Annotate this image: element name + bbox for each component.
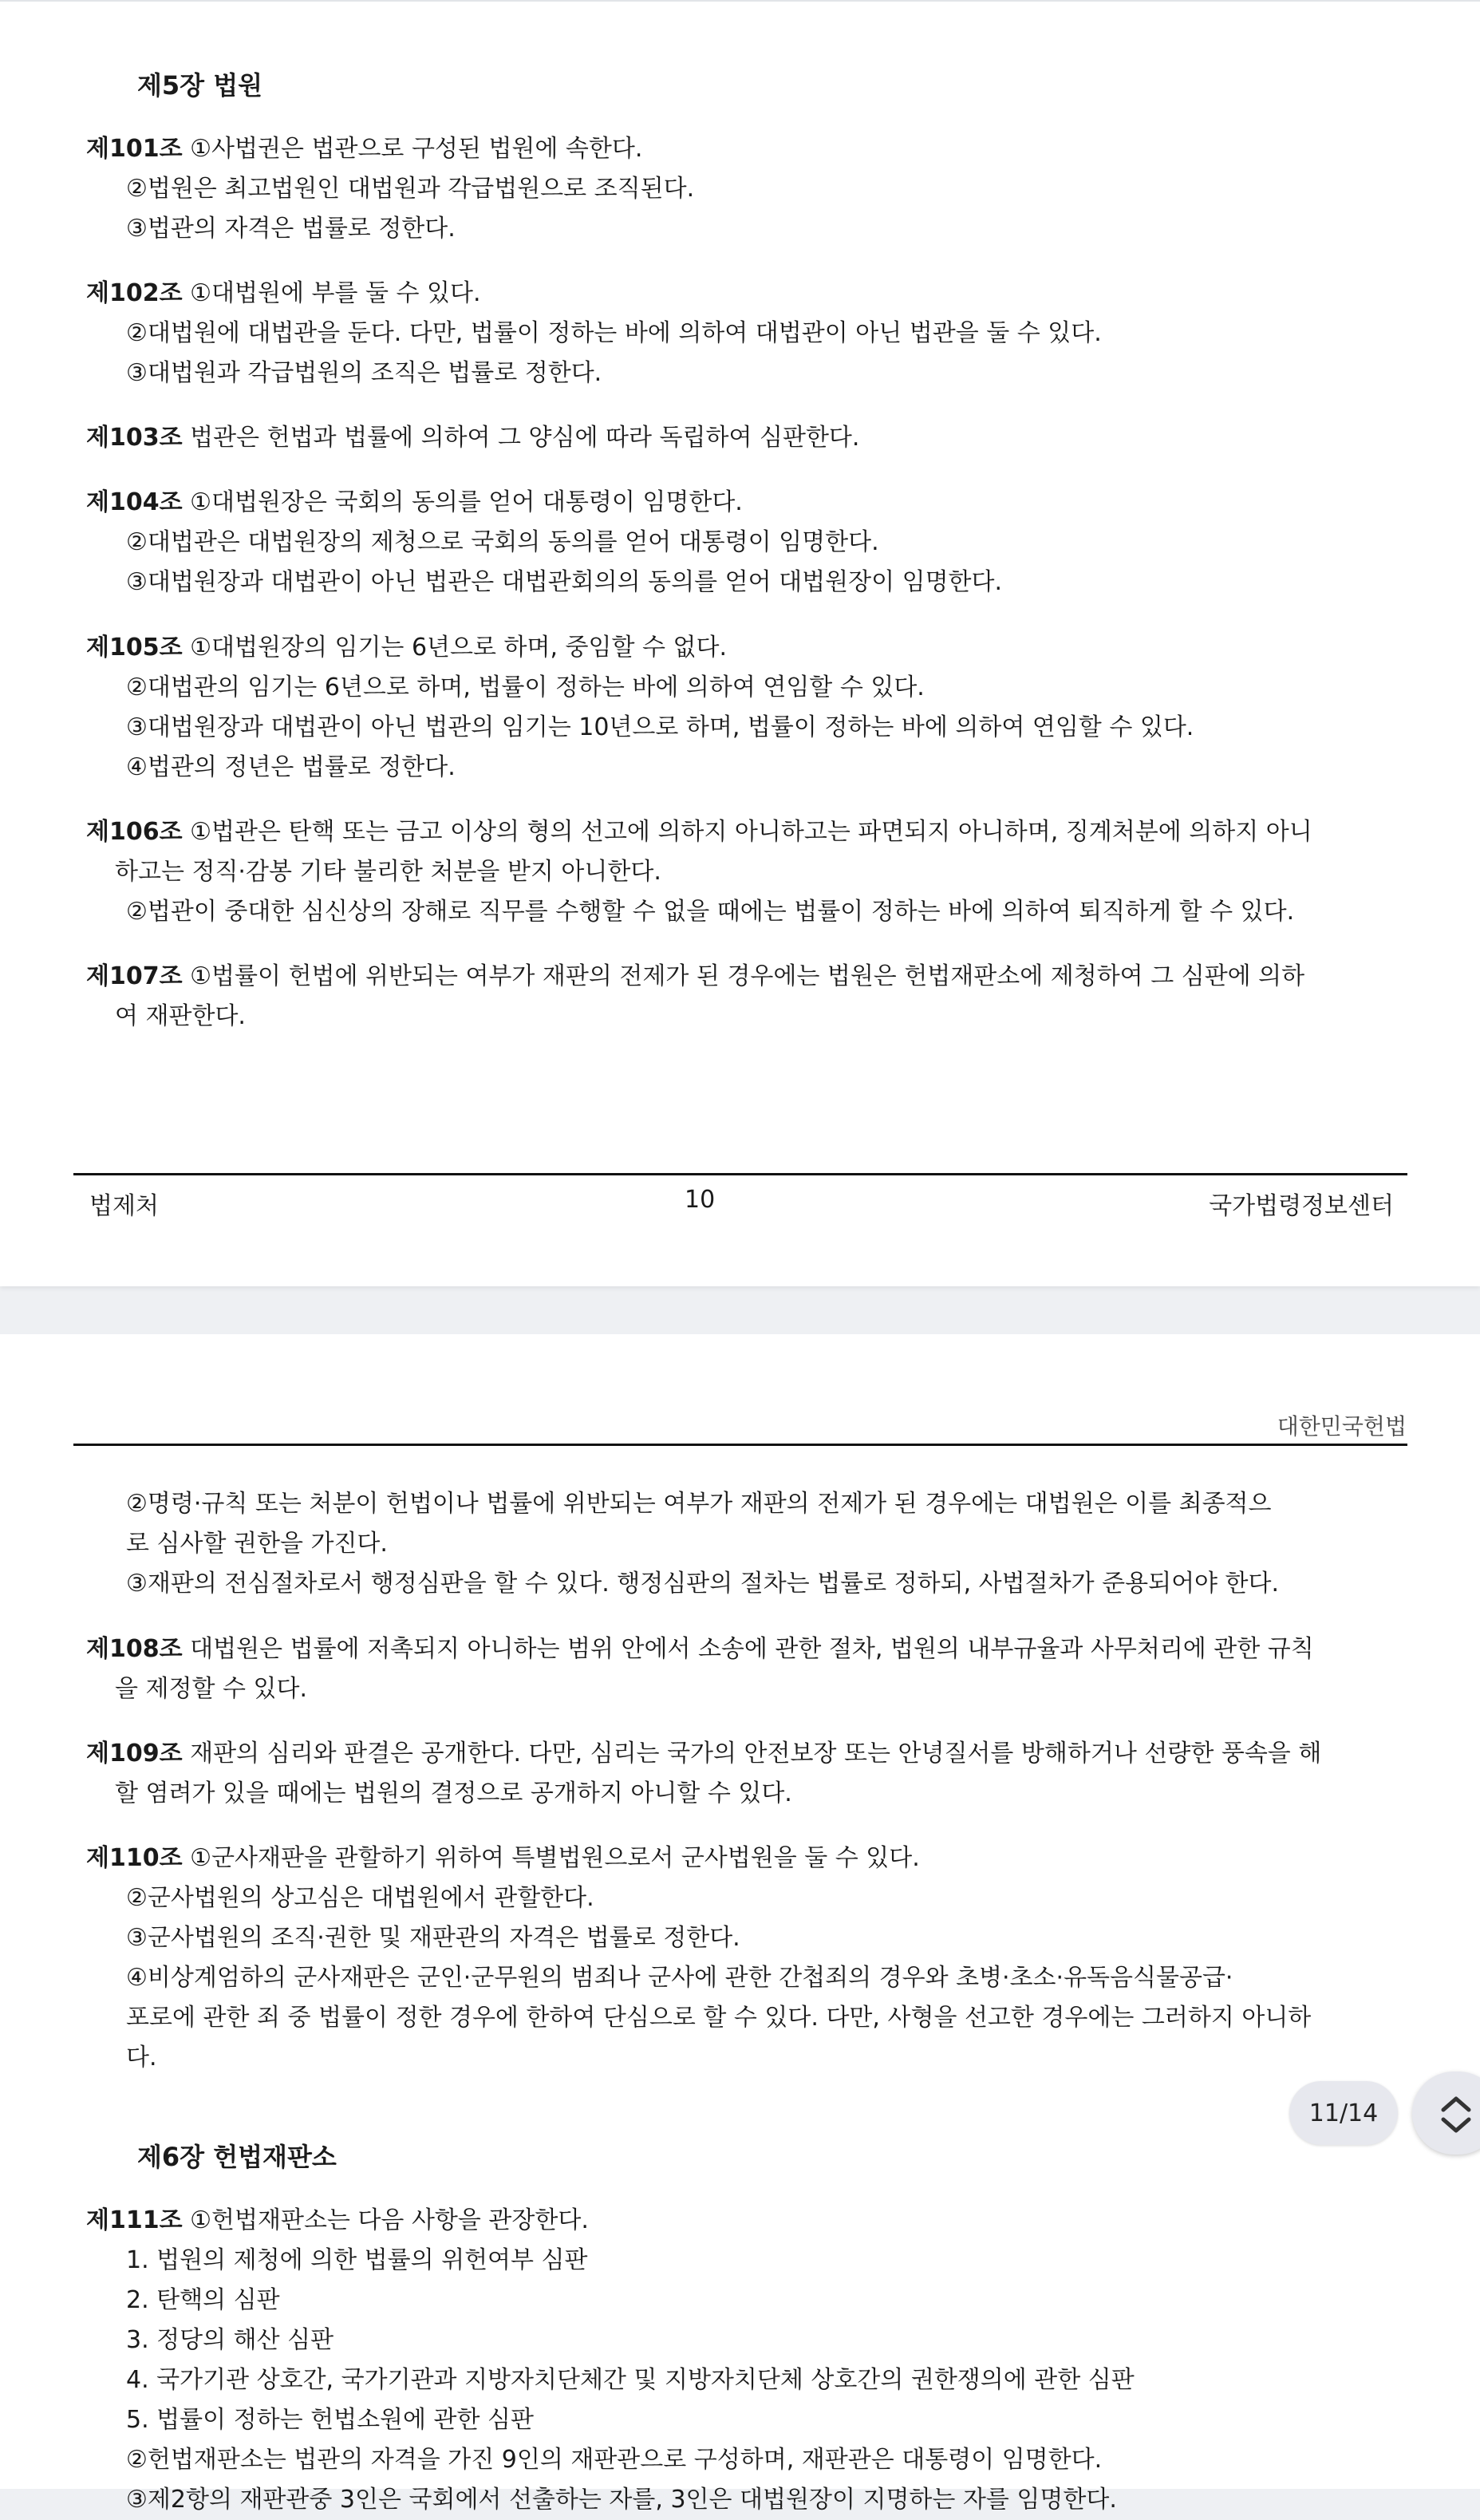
article-104	[86, 483, 1411, 602]
footer-left: 법제처	[89, 1192, 159, 1220]
article-clause: ②법관이 중대한 심신상의 장해로 직무를 수행할 수 없을 때에는 법률이 정하는 바에 의하여 퇴직하게 할 수 있다.	[126, 898, 1295, 926]
article-105	[86, 628, 1411, 788]
article-number: 제108조	[86, 1635, 183, 1663]
article-text: ①사법권은 법관으로 구성된 법원에 속한다.	[190, 135, 643, 163]
article-text: 법관은 헌법과 법률에 의하여 그 양심에 따라 독립하여 심판한다.	[190, 424, 860, 452]
article-106	[86, 812, 1411, 932]
footer-rule	[73, 1173, 1407, 1175]
article-continuation: 로 심사할 권한을 가진다.	[126, 1530, 388, 1558]
list-item: 4. 국가기관 상호간, 국가기관과 지방자치단체간 및 지방자치단체 상호간의 권한쟁의에 관한 심판	[126, 2366, 1135, 2394]
article-clause: ②대법관은 대법원장의 제청으로 국회의 동의를 얻어 대통령이 임명한다.	[126, 528, 879, 556]
article-number: 제101조	[86, 135, 183, 163]
list-item: 5. 법률이 정하는 헌법소원에 관한 심판	[126, 2406, 535, 2434]
article-number: 제106조	[86, 818, 183, 846]
article-continuation: 포로에 관한 죄 중 법률이 정한 경우에 한하여 단심으로 할 수 있다. 다만, 사형을 선고한 경우에는 그러하지 아니하	[126, 2004, 1312, 2032]
article-clause: ②명령·규칙 또는 처분이 헌법이나 법률에 위반되는 여부가 재판의 전제가 된 경우에는 대법원은 이를 최종적으	[126, 1490, 1272, 1518]
article-102	[86, 274, 1411, 393]
article-text: ①대법원에 부를 둘 수 있다.	[190, 279, 481, 307]
article-number: 제107조	[86, 962, 183, 990]
article-clause: ③법관의 자격은 법률로 정한다.	[126, 215, 456, 243]
article-108	[86, 1629, 1411, 1709]
article-text: ①대법원장은 국회의 동의를 얻어 대통령이 임명한다.	[190, 488, 743, 516]
article-clause: ③제2항의 재판관중 3인은 국회에서 선출하는 자를, 3인은 대법원장이 지명하는 자를 임명한다.	[126, 2486, 1117, 2514]
article-clause: ③재판의 전심절차로서 행정심판을 할 수 있다. 행정심판의 절차는 법률로 정하되, 사법절차가 준용되어야 한다.	[126, 1570, 1280, 1598]
article-clause: ③군사법원의 조직·권한 및 재판관의 자격은 법률로 정한다.	[126, 1924, 740, 1952]
footer-page-number: 10	[685, 1186, 716, 1214]
article-103	[86, 418, 1411, 458]
article-text: ①법관은 탄핵 또는 금고 이상의 형의 선고에 의하지 아니하고는 파면되지 아니하며, 징계처분에 의하지 아니	[190, 818, 1312, 846]
article-text: ①법률이 헌법에 위반되는 여부가 재판의 전제가 된 경우에는 법원은 헌법재판소에 제청하여 그 심판에 의하	[190, 962, 1305, 990]
page-indicator[interactable]: 11/14	[1289, 2081, 1398, 2145]
article-text: 대법원은 법률에 저촉되지 아니하는 범위 안에서 소송에 관한 절차, 법원의 내부규율과 사무처리에 관한 규칙	[190, 1635, 1314, 1663]
article-continuation: 을 제정할 수 있다.	[115, 1675, 308, 1703]
article-clause: ②대법관의 임기는 6년으로 하며, 법률이 정하는 바에 의하여 연임할 수 있다.	[126, 673, 925, 701]
article-text: 재판의 심리와 판결은 공개한다. 다만, 심리는 국가의 안전보장 또는 안녕질서를 방해하거나 선량한 풍속을 해	[190, 1740, 1322, 1768]
article-101	[86, 129, 1411, 249]
article-clause: ②군사법원의 상고심은 대법원에서 관할한다.	[126, 1884, 594, 1912]
article-number: 제110조	[86, 1844, 183, 1872]
article-text: ①헌법재판소는 다음 사항을 관장한다.	[190, 2206, 589, 2234]
article-number: 제111조	[86, 2206, 183, 2234]
article-number: 제103조	[86, 424, 183, 452]
chevron-up-down-icon	[1433, 2092, 1479, 2137]
article-clause: ②헌법재판소는 법관의 자격을 가진 9인의 재판관으로 구성하며, 재판관은 대통령이 임명한다.	[126, 2446, 1103, 2474]
article-clause: ③대법원장과 대법관이 아닌 법관의 임기는 10년으로 하며, 법률이 정하는 바에 의하여 연임할 수 있다.	[126, 713, 1194, 741]
article-continuation: 하고는 정직·감봉 기타 불리한 처분을 받지 아니한다.	[115, 858, 661, 886]
article-clause: ②법원은 최고법원인 대법원과 각급법원으로 조직된다.	[126, 175, 695, 203]
article-clause: ④법관의 정년은 법률로 정한다.	[126, 753, 456, 781]
article-number: 제102조	[86, 279, 183, 307]
article-110	[86, 1839, 1411, 2078]
chapter-title: 제5장 법원	[137, 70, 263, 101]
article-text: ①대법원장의 임기는 6년으로 하며, 중임할 수 없다.	[190, 634, 728, 662]
article-109	[86, 1734, 1411, 1814]
header-rule	[73, 1444, 1407, 1446]
article-clause: ④비상계엄하의 군사재판은 군인·군무원의 범죄나 군사에 관한 간첩죄의 경우와 초병·초소·유독음식물공급·	[126, 1964, 1233, 1992]
list-item: 1. 법원의 제청에 의한 법률의 위헌여부 심판	[126, 2246, 588, 2274]
article-continuation: 다.	[126, 2044, 157, 2072]
article-number: 제105조	[86, 634, 183, 662]
article-111	[86, 2201, 1411, 2520]
article-text: ①군사재판을 관할하기 위하여 특별법원으로서 군사법원을 둘 수 있다.	[190, 1844, 920, 1872]
article-107-continued	[86, 1484, 1411, 1604]
article-number: 제104조	[86, 488, 183, 516]
article-continuation: 할 염려가 있을 때에는 법원의 결정으로 공개하지 아니할 수 있다.	[115, 1779, 792, 1807]
chapter-title: 제6장 헌법재판소	[137, 2142, 337, 2172]
pdf-page-11	[0, 1334, 1480, 2514]
article-clause: ③대법원과 각급법원의 조직은 법률로 정한다.	[126, 359, 602, 387]
article-number: 제109조	[86, 1740, 183, 1768]
running-header: 대한민국헌법	[1277, 1413, 1407, 1440]
article-continuation: 여 재판한다.	[115, 1002, 246, 1030]
article-clause: ③대법원장과 대법관이 아닌 법관은 대법관회의의 동의를 얻어 대법원장이 임명한다.	[126, 568, 1003, 596]
article-107	[86, 957, 1411, 1037]
list-item: 2. 탄핵의 심판	[126, 2286, 280, 2314]
article-clause: ②대법원에 대법관을 둔다. 다만, 법률이 정하는 바에 의하여 대법관이 아닌 법관을 둘 수 있다.	[126, 319, 1102, 347]
list-item: 3. 정당의 해산 심판	[126, 2326, 334, 2354]
footer-right: 국가법령정보센터	[1209, 1192, 1394, 1220]
